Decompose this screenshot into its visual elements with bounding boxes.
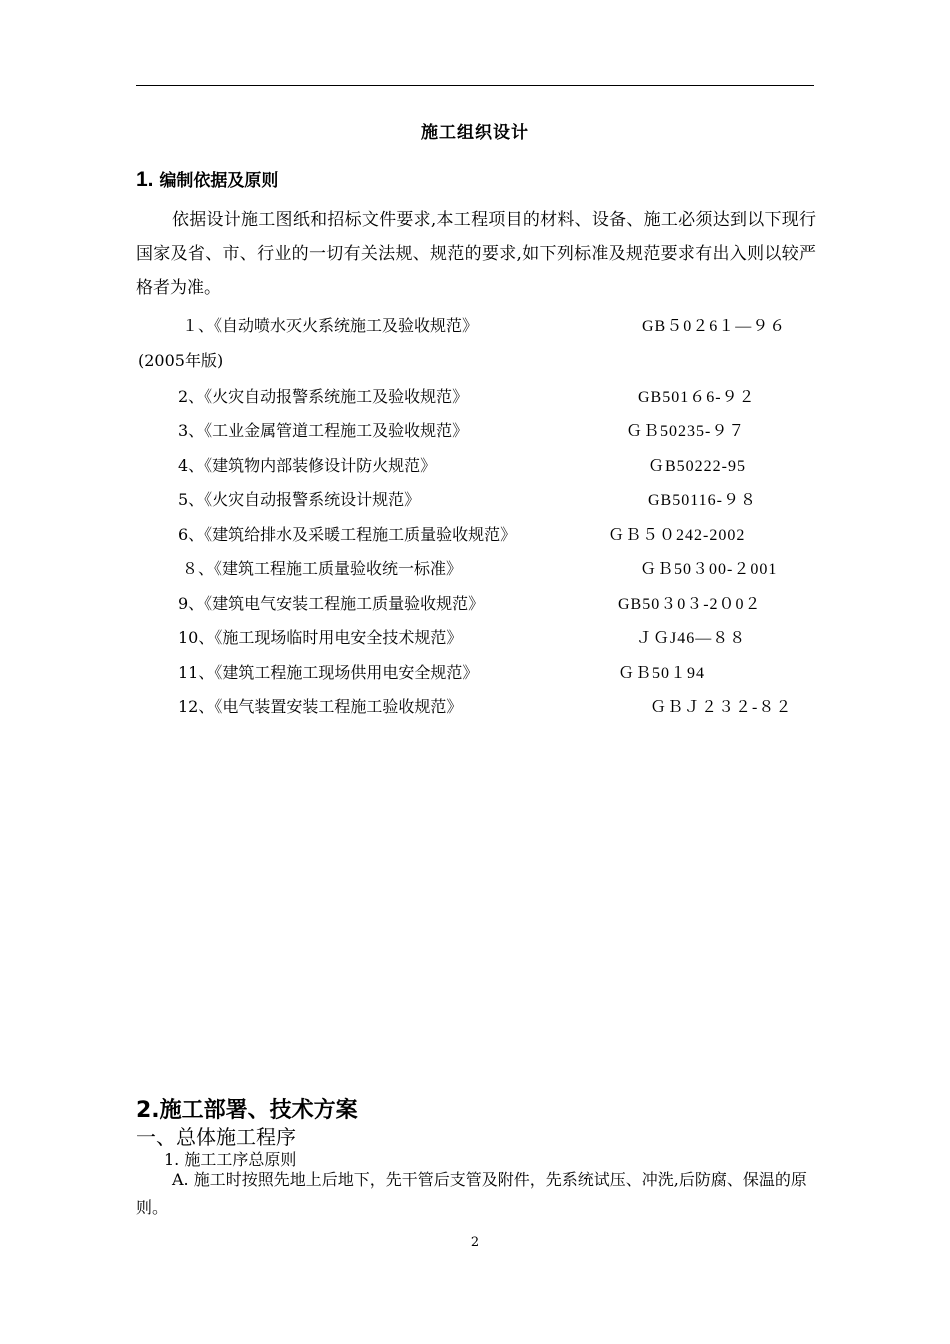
reference-code: ＧＢ５０242-2002 [608,527,746,544]
reference-item [0,625,950,649]
section-2-text: A. 施工时按照先地上后地下，先干管后支管及附件，先系统试压、冲洗,后防腐、保温的原则。 [136,1170,807,1217]
reference-title: 10、《施工现场临时用电安全技术规范》 [178,628,463,647]
section-2-item: 1. 施工工序总原则 [164,1150,297,1169]
reference-item [0,522,950,546]
reference-title: (2005年版) [138,351,224,370]
reference-code: ＧＢＪ２３２-８２ [650,699,793,716]
reference-item [0,591,950,615]
section-2-heading: 2.施工部署、技术方案 [136,1098,358,1123]
reference-title: 3、《工业金属管道工程施工及验收规范》 [178,421,469,440]
reference-item [0,660,950,684]
reference-code: ＪＧJ46—８８ [636,630,747,647]
reference-item [0,348,950,372]
reference-code: ＧＢ50235-９７ [626,423,746,440]
document-title: 施工组织设计 [421,123,529,143]
reference-item [0,453,950,477]
header-rule [136,85,814,86]
reference-title: 12、《电气装置安装工程施工验收规范》 [178,697,463,716]
reference-code: GB50116-９８ [648,492,757,509]
reference-item [0,384,950,408]
reference-title: 4、《建筑物内部装修设计防火规范》 [178,456,437,475]
reference-code: ＧＢ50３00-２001 [640,561,778,578]
reference-code: GB50３0３-2０0２ [618,596,762,613]
reference-code: ＧB50222-95 [648,458,747,475]
reference-title: 6、《建筑给排水及采暖工程施工质量验收规范》 [178,525,517,544]
reference-item [0,556,950,580]
reference-title: 5、《火灾自动报警系统设计规范》 [178,490,421,509]
section-1-heading [136,166,278,192]
section-1-title: 编制依据及原则 [159,171,279,191]
reference-code: GB501６6-９２ [638,389,756,406]
reference-title: 2、《火灾自动报警系统施工及验收规范》 [178,387,469,406]
reference-item [0,313,950,337]
reference-item [0,418,950,442]
reference-title: ８、《建筑工程施工质量验收统一标准》 [182,559,463,578]
reference-item [0,487,950,511]
page-number: 2 [470,1235,480,1250]
reference-code: ＧＢ50１94 [618,665,706,682]
section-1-number: 1. [136,168,154,191]
reference-code: GB５0２6１—９６ [642,318,787,335]
reference-title: 9、《建筑电气安装工程施工质量验收规范》 [178,594,485,613]
reference-title: 11、《建筑工程施工现场供用电安全规范》 [178,663,479,682]
reference-title: １、《自动喷水灭火系统施工及验收规范》 [182,316,479,335]
reference-item [0,694,950,718]
section-1-intro: 依据设计施工图纸和招标文件要求,本工程项目的材料、设备、施工必须达到以下现行国家及省、市、行业的一切有关法规、规范的要求,如下列标准及规范要求有出入则以较严格者为准。 [136,210,816,298]
section-2-subheading: 一、总体施工程序 [136,1125,296,1149]
